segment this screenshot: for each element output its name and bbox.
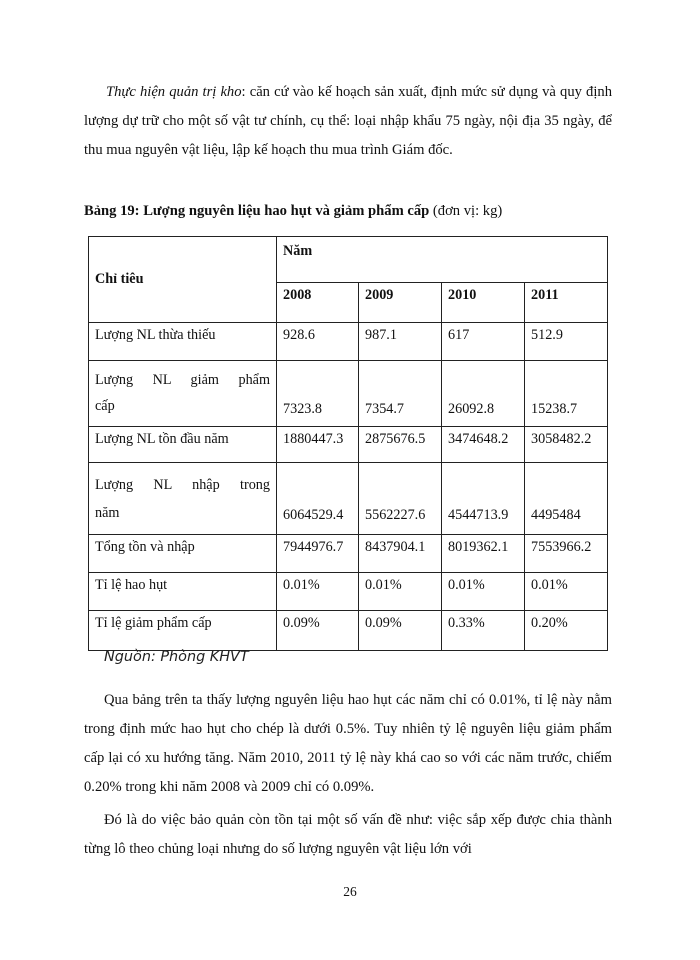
header-criteria: Chỉ tiêu [89,237,277,323]
row-label [89,361,277,427]
table-cell: 7944976.7 [277,535,359,573]
table-caption-title: Bảng 19: Lượng nguyên liệu hao hụt và giảm phẩm cấp [84,203,430,219]
page-number: 26 [343,884,357,899]
intro-paragraph [84,78,612,165]
row-label: Tổng tồn và nhập [89,535,277,573]
row-label: Tỉ lệ hao hụt [89,573,277,611]
cause-paragraph [84,806,612,864]
header-year-group: Năm [277,237,608,283]
table-cell: 3474648.2 [442,427,525,463]
table-cell: 7354.7 [359,361,442,427]
table-cell: 512.9 [525,323,608,361]
data-table [88,236,608,651]
table-cell: 0.33% [442,611,525,651]
table-cell: 987.1 [359,323,442,361]
row-label: Lượng NL tồn đầu năm [89,427,277,463]
analysis-paragraph [84,686,612,802]
table-cell: 5562227.6 [359,463,442,535]
intro-lead: Thực hiện quản trị kho [106,84,242,100]
table-cell: 7323.8 [277,361,359,427]
table-cell: 0.01% [525,573,608,611]
header-year: 2009 [359,283,442,323]
table-cell: 6064529.4 [277,463,359,535]
header-year: 2008 [277,283,359,323]
table-cell: 3058482.2 [525,427,608,463]
table-header-row [89,237,608,283]
row-label-line: Lượng NL nhập trong [95,477,270,493]
intro-text: : căn cứ vào kế hoạch sản xuất, định mức sử dụng và quy định lượng dự trữ cho một số vật tư chính, cụ thể: loại nhập khẩu 75 ngày, nội địa 35 ngày, để thu mua nguyên vật liệu, lập kế hoạch thu mua trình Giám đốc. [84,84,612,158]
table-row [89,535,608,573]
table-cell: 1880447.3 [277,427,359,463]
table-cell: 0.01% [277,573,359,611]
table-cell: 7553966.2 [525,535,608,573]
table-row [89,573,608,611]
table-row [89,611,608,651]
table-cell: 0.01% [442,573,525,611]
table-source: Nguồn: Phòng KHVT [104,649,249,665]
table-cell: 0.09% [277,611,359,651]
table-cell: 8437904.1 [359,535,442,573]
cause-text: Đó là do việc bảo quản còn tồn tại một số vấn đề như: việc sắp xếp được chia thành từng lô theo chủng loại nhưng do số lượng nguyên vật liệu lớn với [84,812,612,857]
table-cell: 4495484 [525,463,608,535]
table-row [89,427,608,463]
row-label-line: cấp [95,398,115,414]
row-label-line: Lượng NL giảm phẩm [95,372,270,388]
row-label: Tỉ lệ giảm phẩm cấp [89,611,277,651]
table-caption-unit: (đơn vị: kg) [429,203,503,219]
table-cell: 26092.8 [442,361,525,427]
row-label: Lượng NL thừa thiếu [89,323,277,361]
table-cell: 15238.7 [525,361,608,427]
table-cell: 0.09% [359,611,442,651]
table-cell: 8019362.1 [442,535,525,573]
header-year: 2011 [525,283,608,323]
table-cell: 928.6 [277,323,359,361]
table-cell: 2875676.5 [359,427,442,463]
table-row [89,361,608,427]
table-caption [84,203,502,220]
row-label [89,463,277,535]
table-cell: 0.20% [525,611,608,651]
analysis-text: Qua bảng trên ta thấy lượng nguyên liệu hao hụt các năm chỉ có 0.01%, tỉ lệ này nằm trong định mức hao hụt cho chép là dưới 0.5%. Tuy nhiên tỷ lệ nguyên liệu giảm phẩm cấp lại có xu hướng tăng. Năm 2010, 2011 tỷ lệ này khá cao so với các năm trước, chiếm 0.20% trong khi năm 2008 và 2009 chỉ có 0.09%. [84,692,612,795]
table-row [89,463,608,535]
header-year: 2010 [442,283,525,323]
table-cell: 617 [442,323,525,361]
table-row [89,323,608,361]
table-cell: 0.01% [359,573,442,611]
table-cell: 4544713.9 [442,463,525,535]
row-label-line: năm [95,505,120,521]
